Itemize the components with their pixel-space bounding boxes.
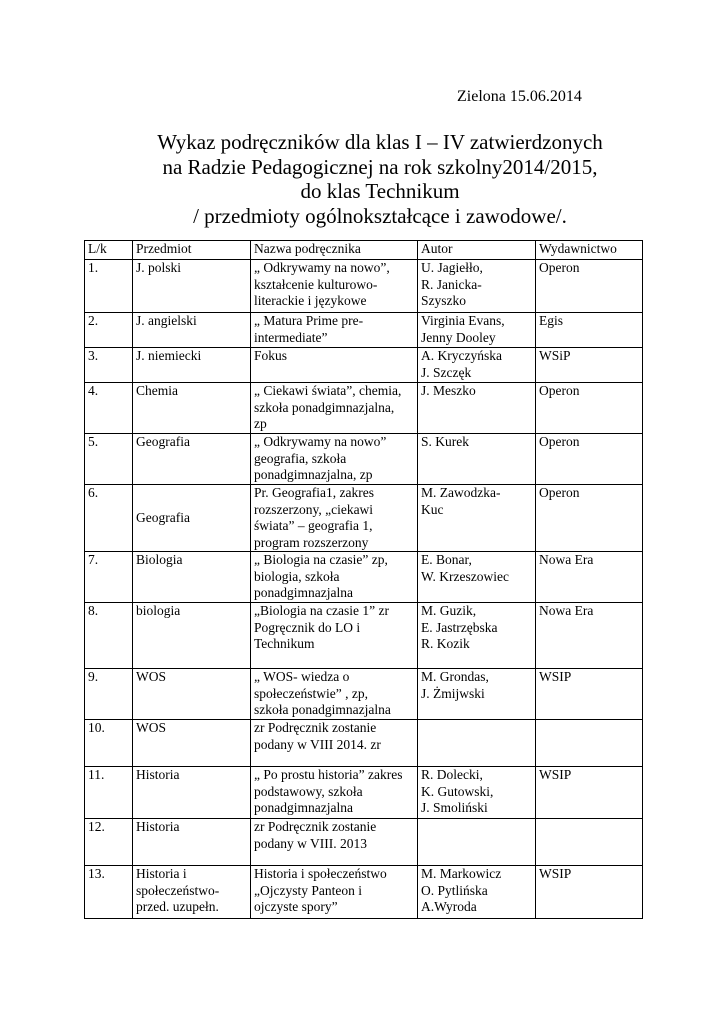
- cell-line: K. Gutowski,: [421, 783, 494, 799]
- table-row: [85, 313, 643, 348]
- cell-line: O. Pytlińska: [421, 882, 488, 898]
- cell-author: [418, 819, 536, 866]
- cell-line: „ Odkrywamy na nowo”: [254, 434, 387, 449]
- cell-book: [251, 260, 418, 313]
- cell-subject: [133, 669, 251, 720]
- header-author: Autor: [418, 241, 536, 260]
- cell-number: 3.: [85, 348, 133, 383]
- cell-author: [418, 313, 536, 348]
- cell-line: ojczyste spory”: [254, 899, 338, 914]
- cell-line: M. Guzik,: [421, 603, 477, 618]
- cell-line: ponadgimnazjalna, zp: [254, 467, 373, 482]
- cell-number: 2.: [85, 313, 133, 348]
- header-lk: L/k: [85, 241, 133, 260]
- cell-book: [251, 720, 418, 767]
- cell-line: J. Meszko: [421, 383, 476, 398]
- cell-line: kształcenie kulturowo-: [254, 276, 378, 292]
- cell-book: [251, 669, 418, 720]
- cell-line: J. polski: [136, 260, 182, 275]
- cell-book: [251, 866, 418, 919]
- table-row: [85, 603, 643, 669]
- textbook-table: [84, 240, 643, 919]
- document-title: [60, 130, 700, 228]
- cell-author: [418, 348, 536, 383]
- cell-line: „ Ciekawi świata”, chemia,: [254, 383, 402, 398]
- cell-line: program rozszerzony: [254, 534, 369, 550]
- cell-number: 8.: [85, 603, 133, 669]
- table-row: [85, 669, 643, 720]
- cell-book: [251, 603, 418, 669]
- table-row: [85, 819, 643, 866]
- cell-publisher: Egis: [536, 313, 643, 348]
- cell-author: [418, 485, 536, 552]
- cell-line: Historia: [136, 819, 180, 834]
- cell-publisher: Nowa Era: [536, 552, 643, 603]
- cell-line: „ Odkrywamy na nowo”,: [254, 260, 390, 275]
- cell-line: Pogręcznik do LO i: [254, 619, 361, 635]
- cell-author: [418, 603, 536, 669]
- cell-line: M. Zawodzka-: [421, 485, 501, 500]
- cell-line: zp: [254, 416, 267, 431]
- cell-line: Virginia Evans,: [421, 313, 505, 328]
- cell-subject: [133, 485, 251, 552]
- cell-publisher: Operon: [536, 260, 643, 313]
- cell-line: społeczeństwie” , zp,: [254, 685, 368, 701]
- table-row: [85, 720, 643, 767]
- table-header-row: [85, 241, 643, 260]
- cell-author: [418, 552, 536, 603]
- cell-publisher: WSIP: [536, 866, 643, 919]
- cell-line: biologia, szkoła: [254, 568, 340, 584]
- cell-line: E. Jastrzębska: [421, 619, 498, 635]
- cell-subject: [133, 767, 251, 819]
- cell-line: R. Dolecki,: [421, 767, 483, 782]
- cell-publisher: WSiP: [536, 348, 643, 383]
- cell-book: [251, 485, 418, 552]
- cell-line: ponadgimnazjalna: [254, 585, 353, 600]
- cell-line: E. Bonar,: [421, 552, 472, 567]
- cell-line: Historia: [136, 767, 180, 782]
- cell-line: M. Markowicz: [421, 866, 502, 881]
- cell-line: szkoła ponadgimnazjalna,: [254, 399, 395, 415]
- cell-line: S. Kurek: [421, 434, 469, 449]
- cell-subject: [133, 348, 251, 383]
- cell-line: R. Kozik: [421, 636, 470, 651]
- cell-author: [418, 720, 536, 767]
- cell-line: szkoła ponadgimnazjalna: [254, 702, 391, 717]
- cell-line: J. niemiecki: [136, 348, 202, 363]
- cell-number: 13.: [85, 866, 133, 919]
- cell-book: [251, 767, 418, 819]
- cell-book: [251, 383, 418, 434]
- cell-line: społeczeństwo-: [136, 882, 220, 898]
- header-publisher: Wydawnictwo: [536, 241, 643, 260]
- cell-line: Historia i: [136, 866, 187, 881]
- cell-line: intermediate”: [254, 329, 328, 345]
- cell-subject: [133, 383, 251, 434]
- cell-line: świata” – geografia 1,: [254, 518, 373, 533]
- table-body: [85, 260, 643, 919]
- cell-line: J. angielski: [136, 313, 197, 328]
- cell-author: [418, 383, 536, 434]
- cell-number: 6.: [85, 485, 133, 552]
- cell-publisher: WSIP: [536, 767, 643, 819]
- cell-subject: [133, 552, 251, 603]
- cell-publisher: [536, 720, 643, 767]
- cell-line: rozszerzony, „ciekawi: [254, 501, 374, 517]
- cell-line: A.Wyroda: [421, 899, 477, 914]
- cell-line: A. Kryczyńska: [421, 348, 502, 363]
- cell-book: [251, 313, 418, 348]
- cell-line: Kuc: [421, 501, 444, 517]
- cell-subject: [133, 603, 251, 669]
- cell-number: 7.: [85, 552, 133, 603]
- cell-line: Technikum: [254, 636, 315, 651]
- title-line: na Radzie Pedagogicznej na rok szkolny2014/2015,: [162, 154, 598, 179]
- cell-line: „Ojczysty Panteon i: [254, 882, 362, 898]
- cell-number: 9.: [85, 669, 133, 720]
- title-line: Wykaz podręczników dla klas I – IV zatwierdzonych: [157, 130, 603, 154]
- cell-line: „ Po prostu historia” zakres: [254, 767, 403, 782]
- table-row: [85, 767, 643, 819]
- cell-book: [251, 819, 418, 866]
- cell-publisher: Operon: [536, 434, 643, 485]
- cell-line: Jenny Dooley: [421, 329, 496, 345]
- table-row: [85, 866, 643, 919]
- cell-line: geografia, szkoła: [254, 450, 347, 466]
- cell-subject: [133, 819, 251, 866]
- cell-number: 4.: [85, 383, 133, 434]
- cell-line: Biologia: [136, 552, 183, 567]
- cell-author: [418, 434, 536, 485]
- table-row: [85, 434, 643, 485]
- cell-line: M. Grondas,: [421, 669, 489, 684]
- cell-line: zr Podręcznik zostanie: [254, 720, 377, 735]
- cell-number: 10.: [85, 720, 133, 767]
- cell-line: Historia i społeczeństwo: [254, 866, 387, 881]
- cell-line: zr Podręcznik zostanie: [254, 819, 377, 834]
- cell-line: WOS: [136, 720, 166, 735]
- cell-publisher: Nowa Era: [536, 603, 643, 669]
- table-row: [85, 348, 643, 383]
- cell-line: J. Smoliński: [421, 800, 488, 815]
- cell-line: podany w VIII 2014. zr: [254, 736, 381, 752]
- title-line: / przedmioty ogólnokształcące i zawodowe/.: [193, 203, 567, 228]
- cell-author: [418, 866, 536, 919]
- cell-line: literackie i językowe: [254, 293, 367, 308]
- cell-line: R. Janicka-: [421, 276, 482, 292]
- cell-author: [418, 260, 536, 313]
- document-date: Zielona 15.06.2014: [457, 88, 582, 105]
- cell-line: Pr. Geografia1, zakres: [254, 485, 374, 500]
- cell-book: [251, 434, 418, 485]
- cell-line: podstawowy, szkoła: [254, 783, 363, 799]
- cell-line: „ WOS- wiedza o: [254, 669, 350, 684]
- header-book: Nazwa podręcznika: [251, 241, 418, 260]
- cell-publisher: Operon: [536, 485, 643, 552]
- table-row: [85, 552, 643, 603]
- cell-publisher: [536, 819, 643, 866]
- cell-subject: [133, 866, 251, 919]
- table-row: [85, 383, 643, 434]
- cell-line: W. Krzeszowiec: [421, 568, 509, 584]
- cell-line: Geografia: [136, 509, 190, 525]
- cell-author: [418, 669, 536, 720]
- cell-line: „ Biologia na czasie” zp,: [254, 552, 388, 567]
- cell-number: 12.: [85, 819, 133, 866]
- cell-line: Fokus: [254, 348, 288, 363]
- cell-number: 1.: [85, 260, 133, 313]
- cell-line: U. Jagiełło,: [421, 260, 483, 275]
- cell-number: 11.: [85, 767, 133, 819]
- cell-subject: [133, 720, 251, 767]
- cell-author: [418, 767, 536, 819]
- cell-line: przed. uzupełn.: [136, 899, 219, 914]
- cell-line: ponadgimnazjalna: [254, 800, 353, 815]
- cell-publisher: Operon: [536, 383, 643, 434]
- cell-subject: [133, 260, 251, 313]
- cell-line: Szyszko: [421, 293, 466, 308]
- cell-line: WOS: [136, 669, 166, 684]
- cell-publisher: WSIP: [536, 669, 643, 720]
- table-row: [85, 485, 643, 552]
- cell-line: biologia: [136, 603, 181, 618]
- cell-line: J. Żmijwski: [421, 685, 485, 701]
- cell-number: 5.: [85, 434, 133, 485]
- cell-line: Geografia: [136, 434, 190, 449]
- cell-book: [251, 552, 418, 603]
- cell-subject: [133, 313, 251, 348]
- cell-line: J. Szczęk: [421, 364, 472, 380]
- cell-line: „Biologia na czasie 1” zr: [254, 603, 389, 618]
- table-row: [85, 260, 643, 313]
- title-line: do klas Technikum: [300, 179, 460, 203]
- header-subject: Przedmiot: [133, 241, 251, 260]
- cell-line: podany w VIII. 2013: [254, 835, 367, 851]
- cell-line: „ Matura Prime pre-: [254, 313, 364, 328]
- cell-line: Chemia: [136, 383, 178, 398]
- cell-subject: [133, 434, 251, 485]
- cell-book: [251, 348, 418, 383]
